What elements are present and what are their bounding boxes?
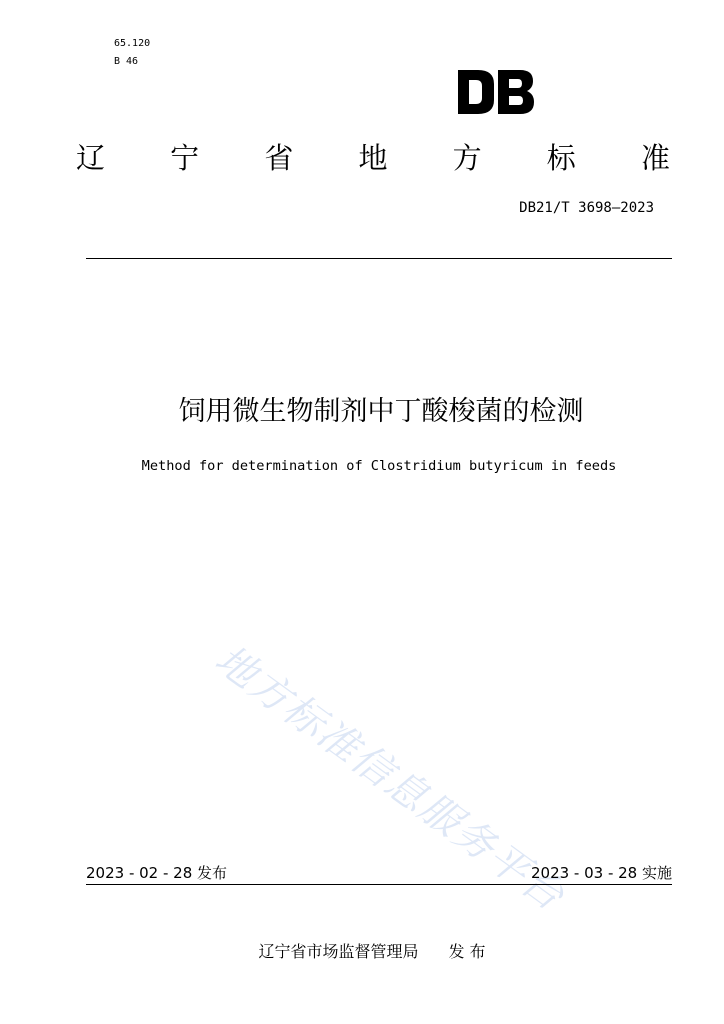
standard-number: DB21/T 3698—2023 <box>519 200 654 216</box>
standard-category-char: 省 <box>264 141 294 175</box>
document-title-english: Method for determination of Clostridium butyricum in feeds <box>141 458 617 474</box>
publisher-line <box>0 941 724 963</box>
standard-category-char: 辽 <box>76 141 106 175</box>
publisher-name: 辽宁省市场监督管理局 <box>258 942 419 961</box>
footer-divider <box>86 884 672 885</box>
standard-category-char: 准 <box>640 141 670 175</box>
standard-category-char: 标 <box>546 141 576 175</box>
db-logo-letter-b <box>498 70 534 114</box>
implementation-date: 2023 - 03 - 28 实施 <box>530 864 672 882</box>
watermark: 地方标准信息服务平台 <box>206 636 574 921</box>
db-logo <box>456 70 536 114</box>
standard-category-char: 地 <box>358 141 388 175</box>
ccs-code: B 46 <box>114 56 139 67</box>
document-title-chinese: 饲用微生物制剂中丁酸梭菌的检测 <box>178 396 584 427</box>
standard-category-title <box>76 138 670 178</box>
ics-code: 65.120 <box>114 38 151 49</box>
issue-date: 2023 - 02 - 28 发布 <box>86 864 228 882</box>
header-divider <box>86 258 672 259</box>
publisher-action: 发 布 <box>448 942 486 961</box>
standard-category-char: 方 <box>452 141 482 175</box>
db-logo-letter-d <box>458 70 494 114</box>
standard-category-char: 宁 <box>170 141 200 175</box>
